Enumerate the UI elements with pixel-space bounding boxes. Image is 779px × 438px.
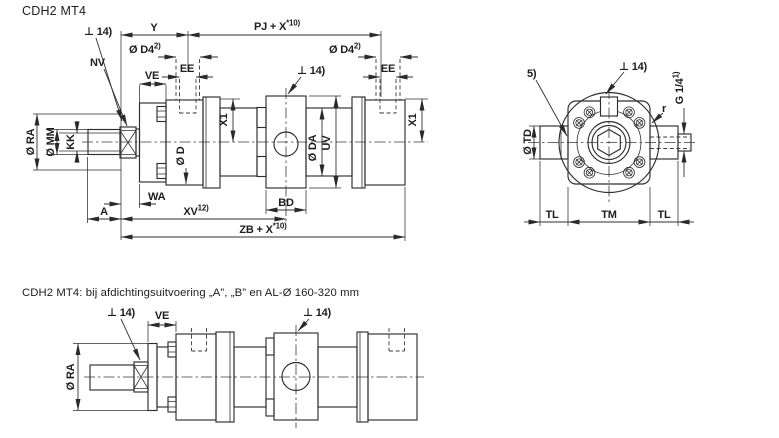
- label-xv: XV$^{12)}$: [183, 203, 209, 218]
- seal-variant-side-view: [65, 307, 424, 428]
- seal-view-extension-lines: [73, 321, 176, 411]
- label-td: Ø TD: [522, 129, 534, 155]
- label-uv: UV: [321, 135, 333, 151]
- page-title: CDH2 MT4: [22, 4, 87, 18]
- label-x1-right: X1: [407, 113, 419, 127]
- label-bd: BD: [278, 197, 294, 209]
- label-perp-end-port: ⊥ 14): [619, 61, 648, 73]
- cylinder-end-view: [522, 61, 696, 226]
- cylinder-side-view: [25, 19, 428, 242]
- label-ee-left: EE: [179, 63, 195, 75]
- label-kk: KK: [65, 134, 77, 150]
- label-ve: VE: [144, 70, 160, 82]
- label-d: Ø D: [175, 146, 187, 166]
- label-perp-seal-flange: ⊥ 14): [107, 307, 136, 319]
- label-seal-ra: Ø RA: [65, 363, 77, 391]
- label-perp-rod-flange: ⊥ 14): [84, 26, 113, 38]
- label-tl-right: TL: [657, 209, 671, 221]
- label-seal-ve: VE: [154, 310, 170, 322]
- port-hidden-lines: [176, 59, 400, 113]
- label-corner-radius: r: [662, 103, 667, 115]
- label-perp-seal-trunnion: ⊥ 14): [303, 307, 332, 319]
- label-g14-port: G 1/4$^{1)}$: [671, 71, 686, 105]
- label-zb: ZB + $X^{*10)}$: [239, 221, 287, 236]
- label-a: A: [100, 206, 108, 218]
- label-pj: PJ + $X^{*10)}$: [253, 18, 301, 33]
- label-d4-right: Ø D4$^{2)}$: [329, 41, 361, 56]
- label-y: Y: [150, 22, 158, 34]
- label-footnote-5: 5): [527, 68, 537, 80]
- label-da: Ø DA: [307, 134, 319, 162]
- label-d4-left: Ø D4$^{2)}$: [129, 41, 161, 56]
- label-nv: NV: [90, 57, 105, 69]
- label-mm: Ø MM: [45, 127, 57, 157]
- label-x1-mid: X1: [218, 113, 230, 127]
- label-wa: WA: [148, 191, 166, 203]
- label-tm: TM: [601, 209, 617, 221]
- label-perp-trunnion: ⊥ 14): [297, 65, 326, 77]
- seal-variant-caption: CDH2 MT4: bij afdichtingsuitvoering „A”, „B” en AL-Ø 160-320 mm: [22, 287, 360, 299]
- label-tl-left: TL: [545, 209, 559, 221]
- label-ra: Ø RA: [25, 128, 37, 156]
- label-ee-right: EE: [380, 63, 396, 75]
